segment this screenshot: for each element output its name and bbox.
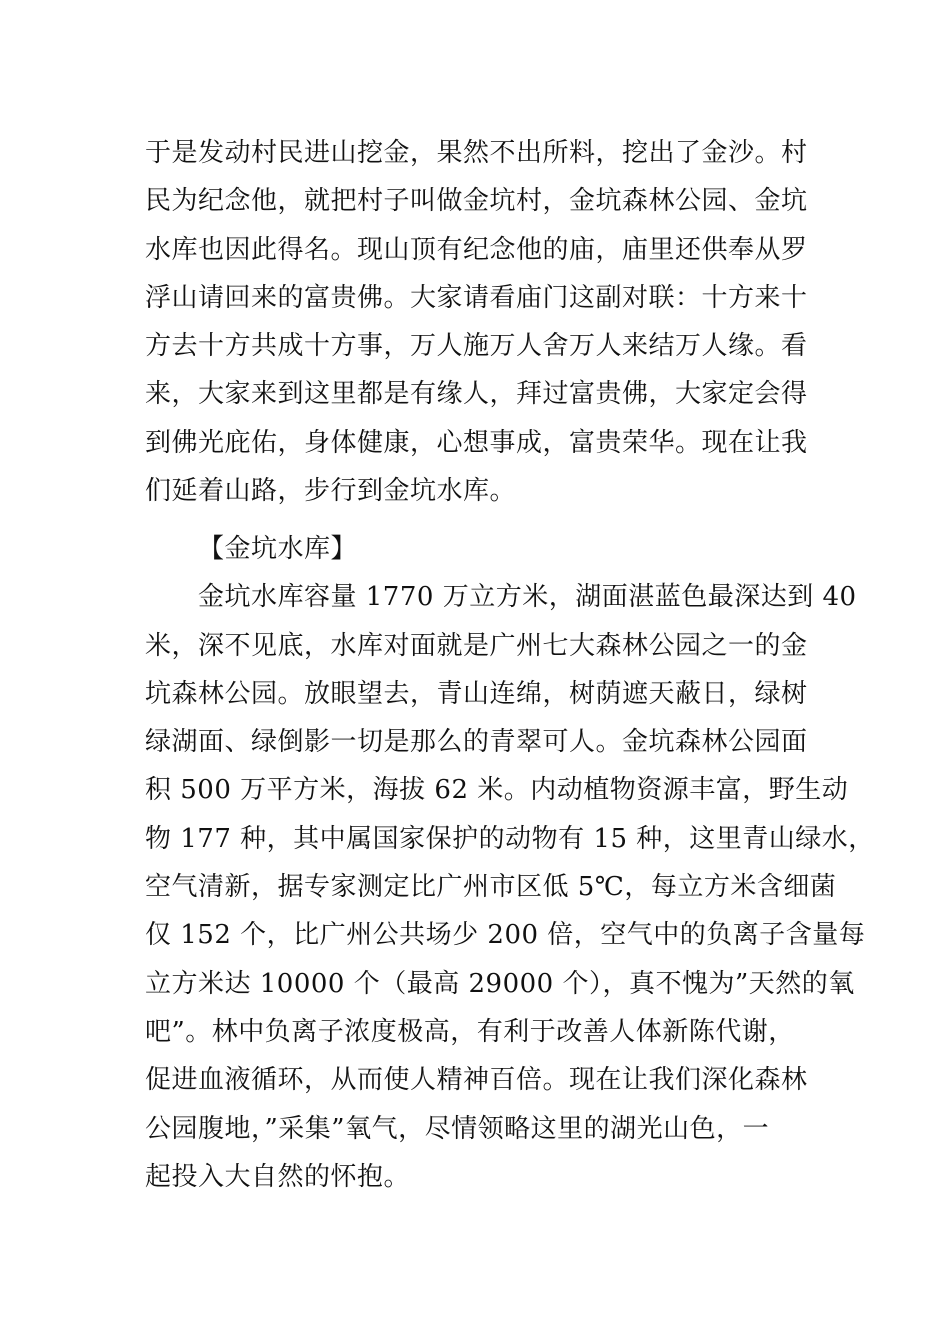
text-line: 公园腹地，”采集”氧气，尽情领略这里的湖光山色，一 (145, 1113, 770, 1144)
text-line: 水库也因此得名。现山顶有纪念他的庙，庙里还供奉从罗 (145, 234, 808, 265)
text-line: 到佛光庇佑，身体健康，心想事成，富贵荣华。现在让我 (145, 427, 808, 458)
text-line: 立方米达 10000 个（最高 29000 个），真不愧为”天然的氧 (145, 968, 855, 999)
text-line: 空气清新，据专家测定比广州市区低 5℃，每立方米含细菌 (145, 872, 837, 903)
text-line: 物 177 种，其中属国家保护的动物有 15 种，这里青山绿水， (145, 823, 875, 854)
text-line: 方去十方共成十方事，万人施万人舍万人来结万人缘。看 (145, 331, 808, 362)
text-line: 来，大家来到这里都是有缘人，拜过富贵佛，大家定会得 (145, 379, 808, 410)
text-line: 米，深不见底，水库对面就是广州七大森林公园之一的金 (145, 630, 808, 661)
text-line: 于是发动村民进山挖金，果然不出所料，挖出了金沙。村 (145, 138, 808, 168)
text-line: 促进血液循环，从而使人精神百倍。现在让我们深化森林 (145, 1065, 808, 1096)
text-line: 们延着山路，步行到金坑水库。 (145, 476, 517, 507)
paragraph-legend-of-jinkeng (145, 129, 825, 515)
text-line: 浮山请回来的富贵佛。大家请看庙门这副对联：十方来十 (145, 282, 808, 313)
text-line: 起投入大自然的怀抱。 (145, 1161, 411, 1192)
text-line: 金坑水库容量 1770 万立方米，湖面湛蓝色最深达到 40 (198, 582, 857, 613)
text-line: 坑森林公园。放眼望去，青山连绵，树荫遮天蔽日，绿树 (145, 678, 808, 709)
section-reservoir (145, 525, 875, 1201)
section-heading: 【金坑水库】 (198, 534, 358, 564)
text-line: 积 500 万平方米，海拔 62 米。内动植物资源丰富，野生动 (145, 775, 849, 806)
text-line: 吧”。林中负离子浓度极高，有利于改善人体新陈代谢， (145, 1016, 795, 1047)
text-line: 绿湖面、绿倒影一切是那么的青翠可人。金坑森林公园面 (145, 727, 808, 758)
text-line: 仅 152 个，比广州公共场少 200 倍，空气中的负离子含量每 (145, 920, 866, 951)
text-line: 民为纪念他，就把村子叫做金坑村，金坑森林公园、金坑 (145, 186, 808, 217)
